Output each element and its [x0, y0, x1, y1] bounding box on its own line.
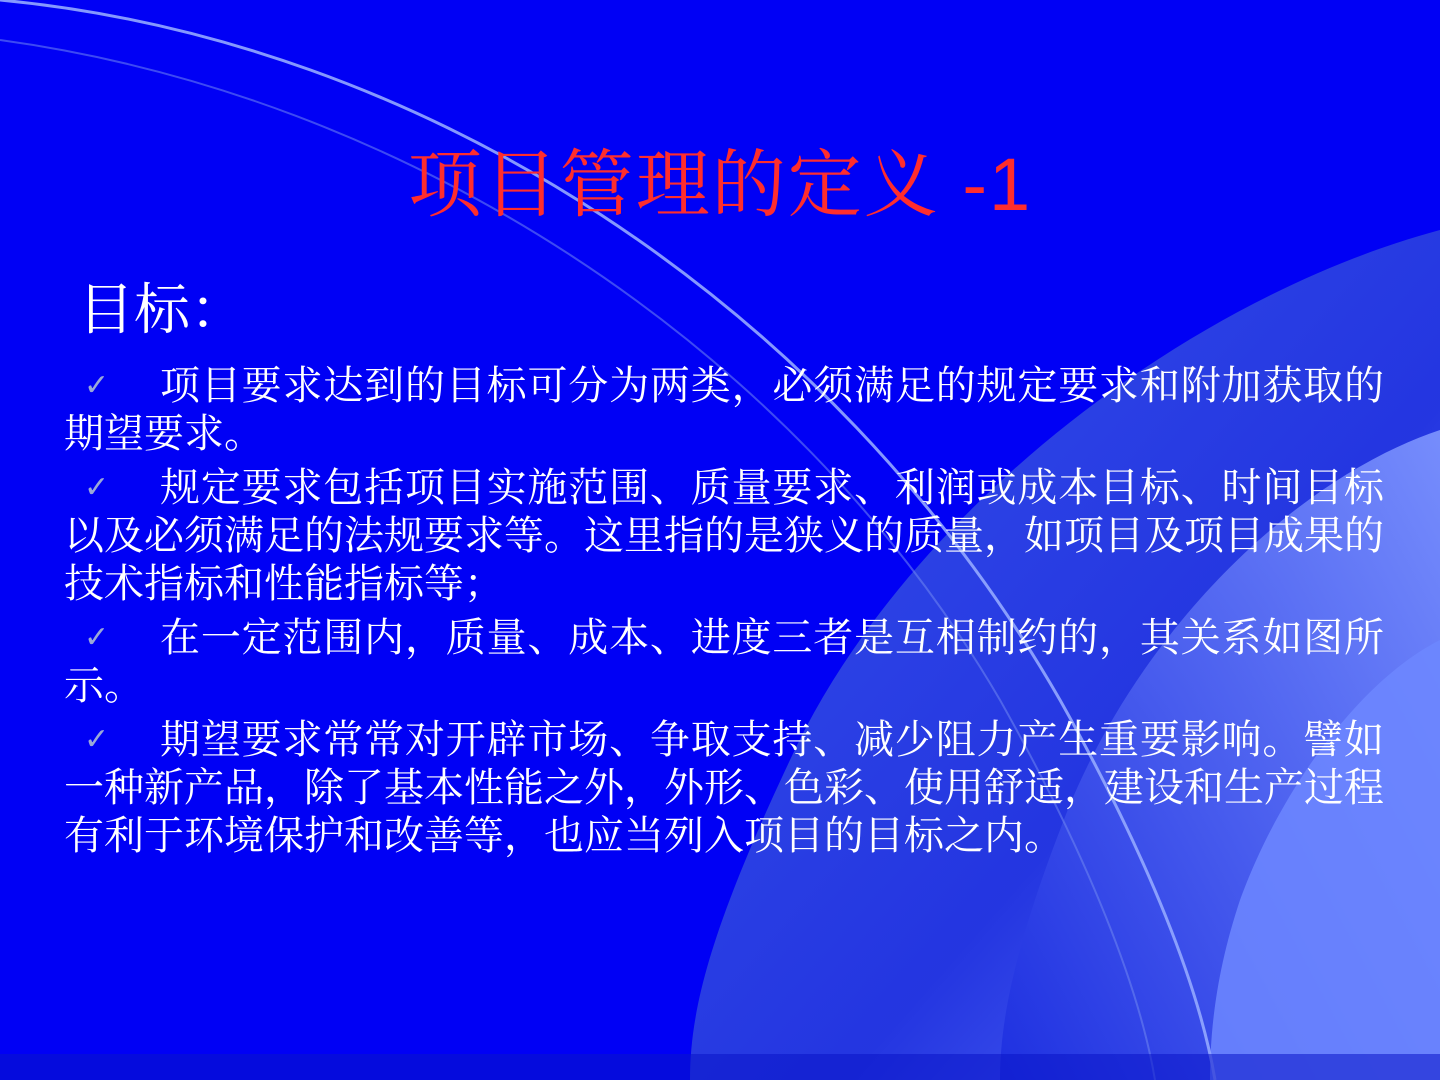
page-title: 项目管理的定义 -1 — [407, 143, 1033, 226]
bullet-list — [64, 362, 1384, 866]
check-icon: ✓ — [84, 621, 110, 654]
list-item-text: 项目要求达到的目标可分为两类，必须满足的规定要求和附加获取的期望要求。 — [64, 364, 1384, 456]
list-item-text: 规定要求包括项目实施范围、质量要求、利润或成本目标、时间目标以及必须满足的法规要求等。这里指的是狭义的质量，如项目及项目成果的技术指标和性能指标等； — [64, 466, 1384, 606]
list-item — [64, 362, 1384, 458]
section-subtitle: 目标： — [78, 278, 246, 341]
list-item-text: 在一定范围内，质量、成本、进度三者是互相制约的，其关系如图所示。 — [64, 616, 1384, 708]
list-item — [64, 614, 1384, 710]
check-icon: ✓ — [84, 471, 110, 504]
check-icon: ✓ — [84, 723, 110, 756]
list-item — [64, 464, 1384, 608]
check-icon: ✓ — [84, 369, 110, 402]
list-item-text: 期望要求常常对开辟市场、争取支持、减少阻力产生重要影响。譬如一种新产品，除了基本性能之外，外形、色彩、使用舒适，建设和生产过程有利于环境保护和改善等，也应当列入项目的目标之内。 — [64, 718, 1384, 858]
list-item — [64, 716, 1384, 860]
